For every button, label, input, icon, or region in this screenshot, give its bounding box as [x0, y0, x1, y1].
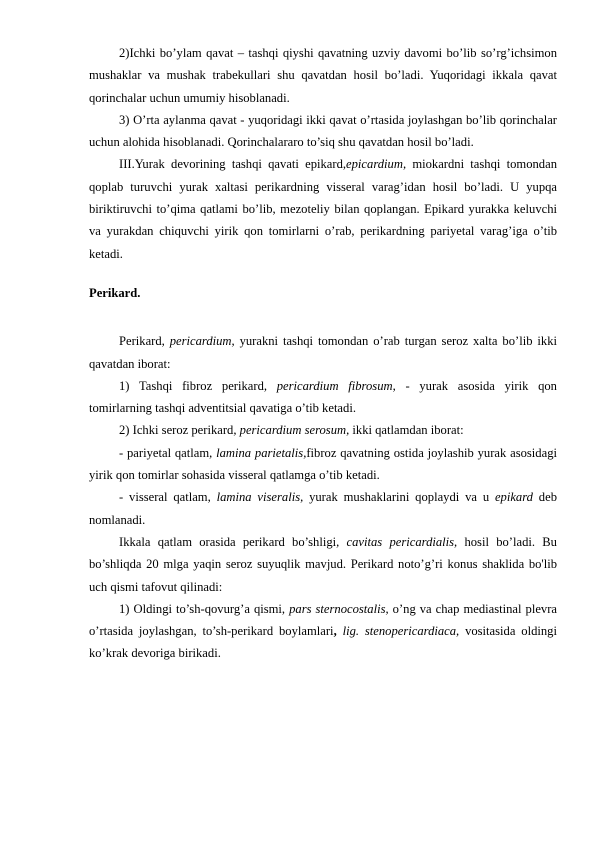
text-run: - visseral qatlam [119, 490, 208, 505]
paragraph-inner-longitudinal-layer: 2)Ichki bo’ylam qavat – tashqi qiyshi qavatning uzviy davomi bo’lib so’rg’ichsimon mushaklar va mushak trabekullari shu qavatdan hosil bo’ladi. Yuqoridagi ikkala qavat qorinchalar uchun umumiy hisoblanadi. [89, 46, 557, 105]
paragraph-pericardium-intro [89, 330, 557, 375]
text-run: 1) Tashqi fibroz perikard [119, 378, 264, 393]
paragraph-middle-circular-layer: 3) O’rta aylanma qavat - yuqoridagi ikki qavat o’rtasida joylashgan bo’lib qorinchalar uchun alohida hisoblanadi. Qorinchalararo to’siq shu qavatdan hosil bo’ladi. [89, 112, 557, 150]
text-run: 2) Ichki seroz perikard [119, 423, 234, 438]
text-run: 1) Oldingi to’sh-qovurg’a qismi, [119, 601, 290, 616]
paragraph-epicardium [89, 153, 557, 264]
text-run: hosil bo’ladi. Bu bo’shliqda 20 mlga yaqin seroz suyuqlik mavjud. Perikard noto’g’ri konus shaklida bo'lib uch qismi tafovut qilinadi: [89, 534, 557, 594]
text-run: vositasida oldingi ko’krak devoriga birikadi. [89, 624, 557, 661]
latin-term: , pericardium, [161, 334, 235, 349]
paragraph-visceral-layer [89, 486, 557, 531]
latin-term: , cavitas pericardialis, [336, 534, 458, 549]
latin-term: , lamina viseralis, [207, 490, 304, 505]
text-run: Ikkala qatlam orasida perikard bo’shligi [119, 534, 337, 549]
section-heading: Perikard. [89, 285, 141, 300]
latin-term: , pericardium serosum, [233, 423, 350, 438]
text-run: o’ng va chap mediastinal plevra o’rtasida joylashgan, to’sh-perikard boylamlari [89, 601, 557, 639]
text-run: Perikard [119, 334, 162, 349]
text-run: , [333, 624, 343, 639]
paragraph-fibrous-pericardium [89, 375, 557, 420]
paragraph-parietal-layer [89, 442, 557, 487]
latin-term: , pericardium fibrosum, [263, 378, 396, 393]
latin-term: epicardium, [346, 157, 407, 172]
latin-term: , lamina parietalis, [209, 445, 307, 460]
latin-term: lig. stenopericardiaca, [342, 624, 460, 639]
text-run: ikki qatlamdan iborat: [349, 423, 464, 438]
paragraph-serous-pericardium [89, 419, 557, 441]
latin-term: epikard [494, 490, 533, 505]
latin-term: pars sternocostalis, [289, 601, 389, 616]
text-run: III.Yurak devorining tashqi qavati epikard, [119, 157, 347, 172]
text-run: fibroz qavatning ostida joylashib yurak asosidagi yirik qon tomirlar sohasida visseral qatlamga o’tib ketadi. [89, 445, 557, 483]
text-run: yurakni tashqi tomondan o’rab turgan seroz xalta bo’lib ikki qavatdan iborat: [89, 334, 557, 371]
paragraph-sternocostal-part [89, 598, 557, 665]
text-run: - yurak asosida yirik qon tomirlarning tashqi adventitsial qavatiga o’tib ketadi. [89, 378, 557, 416]
paragraph-pericardial-cavity [89, 531, 557, 598]
text-run: deb nomlanadi. [89, 490, 557, 527]
text-run: yurak mushaklarini qoplaydi va u [303, 490, 495, 505]
text-run: miokardni tashqi tomondan qoplab turuvchi yurak xaltasi perikardning visseral varag’idan hosil bo’ladi. U yupqa biriktiruvchi to’qima qatlami bo’lib, mezoteliy bilan qoplangan. Epikard yurakka keluvchi va yurakdan chiquvchi yirik qon tomirlarni o’rab, perikardning pariyetal varag’iga o’tib ketadi. [89, 157, 557, 261]
document-page [89, 42, 557, 665]
text-run: - pariyetal qatlam [119, 445, 210, 460]
